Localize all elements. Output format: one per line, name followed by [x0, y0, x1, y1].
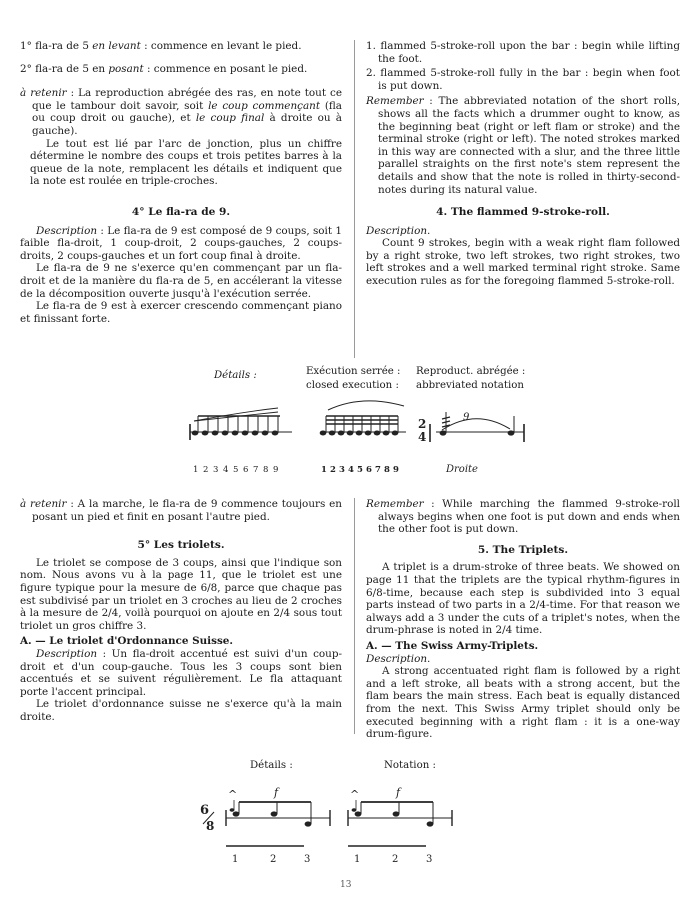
- time-signature-top: 6: [200, 803, 210, 818]
- crescendo-hairpin-top: [194, 408, 278, 421]
- remember-note: [366, 498, 680, 536]
- time-signature-bottom: 8: [206, 819, 215, 833]
- note-head: [192, 431, 199, 436]
- text-run: : La reproduction abrégée des ras, en note tout ce que le tambour doit savoir, soit: [32, 87, 343, 112]
- remember-label: Remember: [366, 95, 424, 108]
- item-rest: : commence en levant le pied.: [140, 40, 302, 52]
- section-heading: 5. The Triplets.: [477, 543, 569, 556]
- notation-label: Notation :: [384, 760, 436, 771]
- count-number: 4: [348, 465, 354, 475]
- accent-mark: ^: [350, 788, 360, 801]
- subsection-heading: A. — The Swiss Army-Triplets.: [366, 639, 539, 652]
- left-top-block: [20, 40, 342, 188]
- text-run: (fla ou coup droit ou gauche), et: [32, 99, 342, 125]
- right-section-4: [366, 206, 680, 288]
- triplet-notation-figure: [196, 774, 460, 866]
- paragraph: Le triolet d'ordonnance suisse ne s'exerce qu'à la main droite.: [20, 698, 342, 723]
- note-head: [232, 431, 239, 436]
- note-head: [347, 431, 354, 436]
- retenir-note: [20, 498, 342, 523]
- item-italic: en levant: [92, 40, 141, 52]
- count-number: 7: [375, 465, 381, 475]
- closed-execution-label-fr: Exécution serrée :: [306, 366, 401, 377]
- tie-arc: [442, 419, 510, 430]
- item-prefix: 2° fla-ra de 5 en: [20, 62, 109, 75]
- paragraph: A triplet is a drum-stroke of three beats. We showed on page 11 that the triplets are the typical rhythm-figures in 6/8-time, because each step is subdivided into 3 equal parts instead of two parts in a 2/4-time. For that reason we always add a 3 under the cuts of a triplet's notes, when the drum-phrase is noted in 2/4 time.: [366, 561, 680, 637]
- paragraph: Le fla-ra de 9 ne s'exerce qu'en commençant par un fla-droit et de la manière du fla-ra de 5, en accélerant la vitesse de la décomposition ouverte jusqu'à l'exécution serrée.: [20, 262, 342, 300]
- description-text: : Un fla-droit accentué est suivi d'un coup-droit et d'un coup-gauche. Tous les 3 coups sont bien accentués et se suivent régulièrement. Le fla attaquant porte l'accent principal.: [20, 647, 342, 698]
- abbreviated-notation: [418, 412, 524, 475]
- note-head: [262, 431, 269, 436]
- note-head: [202, 431, 209, 436]
- section-heading: 4° Le fla-ra de 9.: [131, 206, 231, 218]
- subsection-heading: A. — Le triolet d'Ordonnance Suisse.: [20, 635, 234, 648]
- note-head: [305, 821, 312, 826]
- remember-note: [366, 95, 680, 196]
- retenir-note: [20, 87, 342, 137]
- note-head: [440, 430, 447, 435]
- count-number: 3: [426, 854, 433, 865]
- closed-execution-notation: [320, 401, 406, 475]
- description-label: Description.: [366, 652, 431, 665]
- roll-item-posing: [20, 63, 342, 76]
- description-text: : Le fla-ra de 9 est composé de 9 coups, soit 1 faible fla-droit, 1 coup-droit, 2 coups-gauches, 2 coups-droits, 2 coups-gauches et un fort coup final à droite.: [20, 224, 342, 262]
- count-number: 1: [321, 465, 327, 475]
- left-bottom-block: [20, 498, 342, 724]
- column-divider: [354, 498, 355, 734]
- retenir-text: : A la marche, le fla-ra de 9 commence toujours en posant un pied et finit en posant l'autre pied.: [32, 498, 342, 523]
- description-text: A strong accentuated right flam is followed by a right and a left stroke, all beats with a strong accent, but the flam bears the main stress. Each beat is equally distanced from the next. This Swiss Army triplet should only be executed beginning with a right flam : it is a one-way drum-figure.: [366, 665, 680, 741]
- note-head: [212, 431, 219, 436]
- roll-tremolo: [442, 425, 450, 427]
- note-head: [392, 431, 399, 436]
- details-notation: [190, 408, 292, 475]
- description-text: Count 9 strokes, begin with a weak right flam followed by a right stroke, two left strokes, two right strokes, two left strokes and a well marked terminal right stroke. Same execution rules as for the foregoing flammed 5-stroke-roll.: [366, 237, 680, 287]
- note-head: [320, 431, 327, 436]
- right-bottom-block: [366, 498, 680, 741]
- description-label: Description: [36, 647, 98, 660]
- page-number: 13: [340, 880, 352, 890]
- roll-item-lifting: [20, 40, 342, 53]
- count-number: 4: [223, 465, 229, 475]
- count-number: 5: [357, 465, 363, 475]
- note-head: [271, 811, 278, 816]
- roll-item-lifting-en: 1. flammed 5-stroke-roll upon the bar : begin while lifting the foot.: [366, 40, 680, 65]
- count-number: 3: [213, 465, 219, 475]
- note-head: [365, 431, 372, 436]
- count-number: 6: [366, 465, 372, 475]
- text-italic: le coup final: [195, 112, 265, 125]
- section-heading: 4. The flammed 9-stroke-roll.: [436, 206, 610, 218]
- count-number: 8: [384, 465, 390, 475]
- count-number: 9: [393, 465, 399, 475]
- abbreviated-label-fr: Reproduct. abrégée :: [416, 366, 526, 377]
- note-head: [427, 821, 434, 826]
- description-paragraph: [20, 225, 342, 263]
- roll-number: 9: [463, 412, 470, 423]
- note-head: [356, 431, 363, 436]
- paragraph: Le fla-ra de 9 est à exercer crescendo commençant piano et finissant forte.: [20, 300, 342, 325]
- column-divider: [354, 40, 355, 358]
- count-number: 2: [392, 854, 399, 865]
- note-head: [393, 811, 400, 816]
- note-head: [338, 431, 345, 436]
- time-signature-bottom: 4: [418, 430, 427, 444]
- note-head: [252, 431, 259, 436]
- count-number: 8: [263, 465, 269, 475]
- remember-text: : The abbreviated notation of the short rolls, shows all the facts which a drummer ought to know, as the beginning beat (right or left flam or stroke) and the terminal stroke (right or left). The noted strokes marked in this way are connected with a slur, and the three little parallel straights on the first note's stem represent the details and show that the note is rolled in thirty-second-notes during its natural value.: [378, 95, 680, 196]
- count-number: 3: [339, 465, 345, 475]
- count-number: 9: [273, 465, 279, 475]
- text-run: à droite ou à gauche).: [32, 112, 342, 137]
- note-head: [355, 811, 362, 816]
- dynamic-marking: f: [396, 786, 401, 799]
- count-number: 7: [253, 465, 259, 475]
- item-rest: : commence en posant le pied.: [143, 62, 308, 75]
- roll-tremolo: [442, 421, 450, 423]
- note-head: [272, 431, 279, 436]
- note-head: [233, 811, 240, 816]
- count-number: 2: [203, 465, 209, 475]
- flara9-notation-figure: [180, 396, 540, 480]
- count-number: 2: [330, 465, 336, 475]
- abbreviated-label-en: abbreviated notation: [416, 380, 524, 391]
- paragraph: Le triolet se compose de 3 coups, ainsi que l'indique son nom. Nous avons vu à la page 11, que le triolet est une figure typique pour la mesure de 6/8, parce que chaque pas est subdivisé par un triolet en 3 croches au lieu de 2 croches à la mesure de 2/4, voilà pourquoi on ajoute en 2/4 sous tout triolet un gros chiffre 3.: [20, 556, 342, 632]
- remember-text: : While marching the flammed 9-stroke-roll always begins when one foot is put down and ends when the other foot is put down.: [378, 498, 680, 536]
- details-label: Détails :: [214, 370, 257, 381]
- description-paragraph: [20, 648, 342, 698]
- count-number: 6: [243, 465, 249, 475]
- time-signature-top: 2: [418, 417, 427, 431]
- left-section-4: [20, 206, 342, 325]
- time-signature: [200, 803, 214, 833]
- section-heading: 5° Les triolets.: [137, 539, 225, 552]
- note-head: [242, 431, 249, 436]
- tie-paragraph: Le tout est lié par l'arc de jonction, plus un chiffre détermine le nombre des coups et trois petites barres à la queue de la note, remplacent les détails et indiquent que la note est roulée en triple-croches.: [30, 137, 342, 188]
- description-label: Description.: [366, 224, 431, 237]
- note-head: [374, 431, 381, 436]
- accent-mark: ^: [228, 788, 238, 801]
- text-italic: le coup commençant: [208, 99, 321, 112]
- note-head: [329, 431, 336, 436]
- roll-tremolo: [442, 417, 450, 419]
- right-top-block: [366, 40, 680, 196]
- item-prefix: 1° fla-ra de 5: [20, 40, 93, 52]
- slur: [328, 401, 404, 410]
- dynamic-marking: f: [274, 786, 279, 799]
- note-head: [383, 431, 390, 436]
- retenir-label: à retenir: [20, 87, 67, 100]
- item-italic: posant: [108, 62, 144, 75]
- count-number: 5: [233, 465, 239, 475]
- count-number: 1: [193, 465, 199, 475]
- count-number: 1: [354, 854, 361, 865]
- count-number: 2: [270, 854, 277, 865]
- script-hand-word: Droite: [446, 464, 478, 475]
- roll-item-down-en: 2. flammed 5-stroke-roll fully in the bar : begin when foot is put down.: [366, 67, 680, 92]
- count-number: 1: [232, 854, 239, 865]
- note-head: [222, 431, 229, 436]
- count-number: 3: [304, 854, 311, 865]
- note-head: [508, 430, 515, 435]
- retenir-label: à retenir: [20, 498, 67, 510]
- triplet-details: [226, 786, 330, 865]
- description-label: Description: [36, 224, 98, 237]
- closed-execution-label-en: closed execution :: [306, 380, 399, 391]
- remember-label: Remember: [366, 498, 424, 510]
- details-label: Détails :: [250, 760, 293, 771]
- triplet-notation: [348, 786, 452, 865]
